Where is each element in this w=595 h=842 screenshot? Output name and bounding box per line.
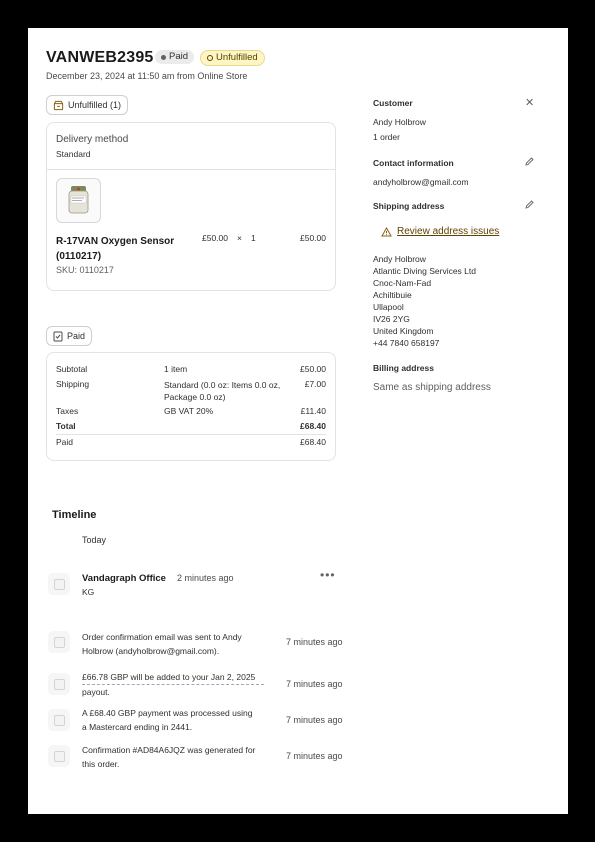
address-line: Andy Holbrow (373, 254, 426, 264)
event-icon (48, 709, 70, 731)
shipping-desc-line2: Package 0.0 oz) (164, 392, 226, 402)
oxygen-sensor-image (57, 179, 100, 222)
event-icon (48, 673, 70, 695)
product-line-total: £50.00 (300, 233, 326, 243)
review-address-link[interactable] (381, 226, 499, 237)
taxes-amount: £11.40 (300, 406, 326, 416)
timeline-event[interactable] (82, 670, 264, 699)
subtotal-desc: 1 item (164, 364, 188, 374)
order-date: December 23, 2024 at 11:50 am from Online Store (46, 71, 248, 81)
shipping-label: Shipping (56, 379, 90, 389)
customer-name[interactable]: Andy Holbrow (373, 117, 426, 127)
product-quantity: 1 (251, 233, 256, 243)
shipping-address-heading: Shipping address (373, 201, 445, 211)
total-label: Total (56, 421, 76, 431)
address-line: Ullapool (373, 302, 404, 312)
customer-order-count[interactable]: 1 order (373, 132, 400, 142)
address-phone: +44 7840 658197 (373, 338, 440, 348)
event-time: 7 minutes ago (286, 679, 343, 689)
address-line: United Kingdom (373, 326, 434, 336)
taxes-desc: GB VAT 20% (164, 406, 214, 416)
unfulfilled-pill-label: Unfulfilled (1) (68, 100, 122, 110)
pencil-icon[interactable] (524, 156, 535, 167)
event-time: 7 minutes ago (286, 637, 343, 647)
event-line: this order. (82, 759, 120, 769)
fulfillment-status-badge (200, 50, 265, 66)
event-dot-icon (54, 637, 65, 648)
package-icon (53, 100, 64, 111)
product-name[interactable] (56, 234, 174, 264)
product-price: £50.00 (202, 233, 228, 243)
product-thumbnail[interactable] (56, 178, 101, 223)
event-time: 7 minutes ago (286, 715, 343, 725)
address-line: Atlantic Diving Services Ltd (373, 266, 476, 276)
product-name-line1: R-17VAN Oxygen Sensor (56, 236, 175, 247)
fulfillment-status-label: Unfulfilled (216, 52, 258, 63)
product-sku: SKU: 0110217 (56, 265, 114, 275)
billing-address-value: Same as shipping address (373, 382, 491, 393)
avatar-icon (54, 579, 65, 590)
subtotal-amount: £50.00 (300, 364, 326, 374)
address-line: Cnoc-Nam-Fad (373, 278, 432, 288)
address-line: IV26 2YG (373, 314, 410, 324)
times-symbol: × (237, 233, 242, 243)
total-amount: £68.40 (300, 421, 326, 431)
divider (47, 169, 335, 170)
review-address-label: Review address issues (397, 226, 500, 237)
timeline-heading: Timeline (52, 509, 97, 521)
timeline-event[interactable] (82, 706, 264, 734)
close-icon[interactable]: ✕ (525, 97, 535, 109)
event-line: £66.78 GBP will be added to your Jan 2, 2025 (82, 670, 264, 685)
event-dot-icon (54, 715, 65, 726)
event-line: Order confirmation email was sent to Andy (82, 632, 242, 642)
payment-status-badge (155, 50, 194, 64)
product-name-line2: (0110217) (56, 251, 102, 262)
event-dot-icon (54, 679, 65, 690)
contact-email[interactable]: andyholbrow@gmail.com (373, 177, 469, 187)
comment-avatar (48, 573, 70, 595)
event-line: a Mastercard ending in 2441. (82, 722, 193, 732)
billing-address-heading: Billing address (373, 363, 434, 373)
customer-heading: Customer (373, 98, 413, 108)
shipping-address-block (373, 253, 476, 349)
shipping-amount: £7.00 (304, 379, 326, 389)
more-icon[interactable]: ••• (320, 568, 336, 582)
shipping-desc (164, 379, 280, 403)
event-icon (48, 631, 70, 653)
pencil-icon[interactable] (524, 199, 535, 210)
paid-pill[interactable] (46, 326, 92, 346)
contact-heading: Contact information (373, 158, 454, 168)
paid-amount: £68.40 (300, 437, 326, 447)
timeline-event (82, 743, 264, 771)
comment-text: KG (82, 587, 95, 597)
warning-icon (381, 227, 392, 237)
event-line: Holbrow (andyholbrow@gmail.com). (82, 646, 220, 656)
payment-status-label: Paid (169, 51, 189, 62)
order-title: VANWEB2395 (46, 49, 154, 66)
comment-author[interactable]: Vandagraph Office (82, 573, 166, 584)
paid-pill-label: Paid (67, 331, 86, 341)
delivery-method-value: Standard (56, 149, 91, 159)
payment-card (46, 352, 336, 461)
paid-label: Paid (56, 437, 74, 447)
event-dot-icon (54, 751, 65, 762)
order-page (28, 28, 568, 814)
unfulfilled-pill[interactable] (46, 95, 128, 115)
event-line: Confirmation #AD84A6JQZ was generated for (82, 745, 256, 755)
delivery-method-label: Delivery method (56, 134, 129, 145)
status-dot-icon (161, 55, 166, 60)
taxes-label: Taxes (56, 406, 79, 416)
fulfillment-card (46, 122, 336, 291)
timeline-event (82, 630, 264, 658)
receipt-icon (53, 331, 63, 342)
event-line: A £68.40 GBP payment was processed using (82, 708, 253, 718)
event-time: 7 minutes ago (286, 751, 343, 761)
status-ring-icon (207, 55, 213, 61)
shipping-desc-line1: Standard (0.0 oz: Items 0.0 oz, (164, 380, 281, 390)
address-line: Achiltibuie (373, 290, 412, 300)
comment-time: 2 minutes ago (177, 573, 234, 583)
timeline-day: Today (82, 535, 107, 545)
subtotal-label: Subtotal (56, 364, 88, 374)
divider (56, 434, 326, 435)
event-line: payout. (82, 687, 110, 697)
event-icon (48, 745, 70, 767)
